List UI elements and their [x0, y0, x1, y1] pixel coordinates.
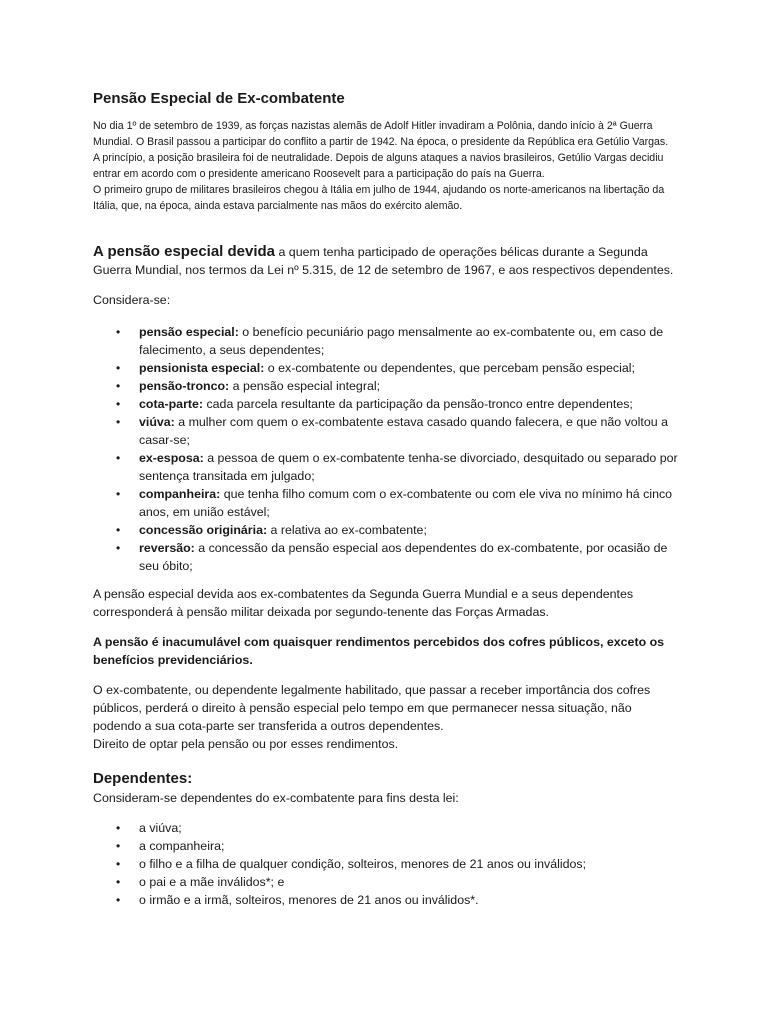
bullet-icon: • — [116, 397, 121, 411]
definition-text: cada parcela resultante da participação da pensão-tronco entre dependentes; — [203, 397, 633, 411]
lead-paragraph — [93, 243, 683, 279]
bullet-icon: • — [116, 325, 121, 339]
bullet-icon: • — [116, 857, 121, 871]
dependent-item — [93, 837, 683, 855]
intro-paragraph: No dia 1º de setembro de 1939, as forças nazistas alemãs de Adolf Hitler invadiram a Polônia, dando início à 2ª Guerra Mundial. O Brasil passou a participar do conflito a partir de 1942. Na época, o presidente da República era Getúlio Vargas. — [93, 120, 669, 148]
definition-term: ex-esposa: — [139, 451, 204, 465]
bullet-icon: • — [116, 415, 121, 429]
intro-section — [93, 118, 683, 214]
dependent-item — [93, 855, 683, 873]
definition-term: reversão: — [139, 541, 195, 555]
definitions-list — [93, 323, 683, 575]
document-content — [93, 90, 683, 909]
bullet-icon: • — [116, 541, 121, 555]
dependents-list — [93, 819, 683, 909]
dependent-text: a companheira; — [139, 839, 225, 853]
definition-item — [93, 539, 683, 575]
definition-item — [93, 521, 683, 539]
definition-text: a mulher com quem o ex-combatente estava casado quando falecera, e que não voltou a casar-se; — [139, 415, 668, 447]
definition-item — [93, 323, 683, 359]
bullet-icon: • — [116, 361, 121, 375]
bullet-icon: • — [116, 821, 121, 835]
definition-text: o benefício pecuniário pago mensalmente ao ex-combatente ou, em caso de falecimento, a seus dependentes; — [139, 325, 664, 357]
dependent-text: o irmão e a irmã, solteiros, menores de 21 anos ou inválidos*. — [139, 893, 479, 907]
definition-item — [93, 485, 683, 521]
definition-item — [93, 413, 683, 449]
lead-rest-text: a quem tenha participado de operações bélicas durante a Segunda Guerra Mundial, nos termos da Lei nº 5.315, de 12 de setembro de 1967, e aos respectivos dependentes. — [93, 245, 674, 277]
definition-item — [93, 359, 683, 377]
definition-term: viúva: — [139, 415, 175, 429]
definition-term: pensão especial: — [139, 325, 239, 339]
definition-item — [93, 395, 683, 413]
dependent-item — [93, 891, 683, 909]
definition-term: concessão originária: — [139, 523, 268, 537]
intro-paragraph: O primeiro grupo de militares brasileiros chegou à Itália em julho de 1944, ajudando os norte-americanos na libertação da Itália, que, na época, ainda estava parcialmente nas mãos do exército alemão. — [93, 184, 665, 212]
bullet-icon: • — [116, 379, 121, 393]
paragraph-loss-of-right — [93, 681, 683, 753]
definition-text: a relativa ao ex-combatente; — [267, 523, 427, 537]
bullet-icon: • — [116, 487, 121, 501]
dependent-text: o pai e a mãe inválidos*; e — [139, 875, 285, 889]
definition-term: pensão-tronco: — [139, 379, 230, 393]
bullet-icon: • — [116, 875, 121, 889]
definition-text: a pensão especial integral; — [229, 379, 381, 393]
paragraph-option-right-text: Direito de optar pela pensão ou por esses rendimentos. — [93, 737, 399, 751]
lead-strong-text: A pensão especial devida — [93, 243, 276, 260]
definition-text: que tenha filho comum com o ex-combatente ou com ele viva no mínimo há cinco anos, em união estável; — [139, 487, 673, 519]
definition-text: a pessoa de quem o ex-combatente tenha-se divorciado, desquitado ou separado por sentença transitada em julgado; — [139, 451, 678, 483]
dependent-text: o filho e a filha de qualquer condição, solteiros, menores de 21 anos ou inválidos; — [139, 857, 587, 871]
dependents-subheading: Consideram-se dependentes do ex-combatente para fins desta lei: — [93, 791, 459, 805]
definition-text: o ex-combatente ou dependentes, que percebam pensão especial; — [264, 361, 635, 375]
consider-label: Considera-se: — [93, 293, 171, 307]
definition-item — [93, 449, 683, 485]
dependent-text: a viúva; — [139, 821, 182, 835]
bullet-icon: • — [116, 839, 121, 853]
paragraph-loss-of-right-text: O ex-combatente, ou dependente legalmente habilitado, que passar a receber importância dos cofres públicos, perderá o direito à pensão especial pelo tempo em que permanecer nessa situação, não podendo a sua cota-parte ser transferida a outros dependentes. — [93, 683, 651, 733]
definition-item — [93, 377, 683, 395]
paragraph-non-cumulative: A pensão é inacumulável com quaisquer rendimentos percebidos dos cofres públicos, exceto os benefícios previdenciários. — [93, 635, 665, 667]
intro-paragraph: A princípio, a posição brasileira foi de neutralidade. Depois de alguns ataques a navios brasileiros, Getúlio Vargas decidiu entrar em acordo com o presidente americano Roosevelt para a participação do país na Guerra. — [93, 152, 664, 180]
definition-term: cota-parte: — [139, 397, 204, 411]
dependents-heading: Dependentes: — [93, 770, 193, 787]
definition-term: companheira: — [139, 487, 221, 501]
document-title: Pensão Especial de Ex-combatente — [93, 90, 345, 107]
dependent-item — [93, 873, 683, 891]
definition-term: pensionista especial: — [139, 361, 265, 375]
bullet-icon: • — [116, 451, 121, 465]
bullet-icon: • — [116, 893, 121, 907]
dependent-item — [93, 819, 683, 837]
bullet-icon: • — [116, 523, 121, 537]
paragraph-pension-equivalence: A pensão especial devida aos ex-combatentes da Segunda Guerra Mundial e a seus dependentes corresponderá à pensão militar deixada por segundo-tenente das Forças Armadas. — [93, 587, 634, 619]
definition-text: a concessão da pensão especial aos dependentes do ex-combatente, por ocasião de seu óbito; — [139, 541, 668, 573]
